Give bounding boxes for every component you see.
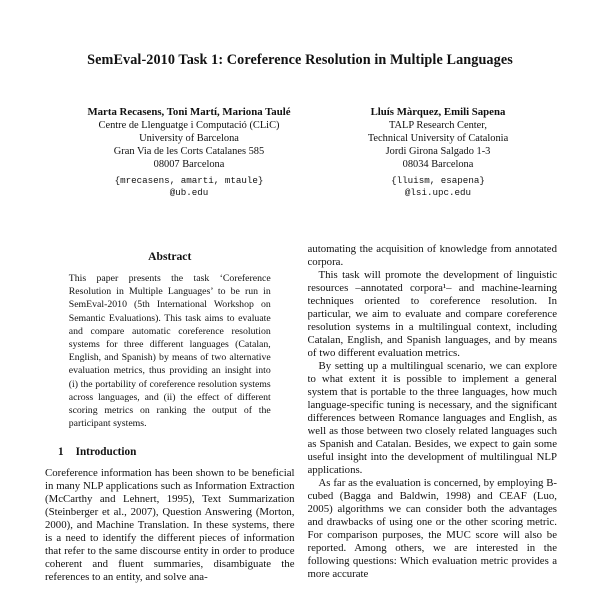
- affiliation-line: TALP Research Center,: [389, 120, 487, 131]
- body-paragraph: By setting up a multilingual scenario, we can explore to what extent it is possible to implement a general system that is portable to the three languages, how much language-specific tuning is necessary, and the significant differences between Romance languages and English, as well as those between two closely related languages such as Spanish and Catalan. Besides, we expect to gain some useful insight into the development of multilingual NLP applications.: [307, 360, 557, 476]
- email-block-left: [58, 175, 320, 199]
- affiliation-line: Jordi Girona Salgado 1-3: [385, 146, 491, 157]
- section-title: Introduction: [75, 446, 137, 459]
- author-block-right: [320, 106, 556, 199]
- abstract-heading: Abstract: [148, 250, 192, 263]
- body-paragraph: As far as the evaluation is concerned, by employing B-cubed (Bagga and Baldwin, 1998) and CEAF (Luo, 2005) algorithms we can consider both the advantages and drawbacks of using one or the other scoring metric. For comparison purposes, the MUC score will also be reported. Among others, we are interested in the following questions: Which evaluation metric provides a more accurate: [307, 477, 557, 580]
- email-line: @lsi.upc.edu: [404, 187, 472, 198]
- body-columns: [45, 238, 557, 600]
- section-number: 1: [58, 446, 64, 459]
- email-line: {lluism, esapena}: [391, 175, 485, 186]
- affiliation-line: Centre de Llenguatge i Computació (CLiC): [98, 120, 280, 131]
- author-blocks: [0, 106, 600, 216]
- affiliation-line: Technical University of Catalonia: [367, 133, 509, 144]
- right-column: [308, 238, 558, 600]
- email-line: {mrecasens, amarti, mtaule}: [114, 175, 264, 186]
- body-paragraph: automating the acquisition of knowledge from annotated corpora.: [307, 243, 557, 268]
- email-line: @ub.edu: [169, 187, 209, 198]
- affiliation-line: Gran Via de les Corts Catalanes 585: [113, 146, 265, 157]
- abstract-text: This paper presents the task ‘Coreference Resolution in Multiple Languages’ to be run in SemEval-2010 (5th International Workshop on Semantic Evaluations). This task aims to evaluate and compare automatic coreference resolution systems for three different languages (Catalan, English, and Spanish) by means of two alternative evaluation metrics, thus providing an insight into (i) the portability of coreference resolution systems across languages, and (ii) the effect of different scoring metrics on ranking the output of the participant systems.: [68, 273, 271, 430]
- body-paragraph: This task will promote the development of linguistic resources –annotated corpora¹– and machine-learning techniques oriented to coreference resolution. In particular, we aim to evaluate and compare coreference resolution systems in a multilingual context, including Catalan, English, and Spanish languages, and by means of two different evaluation metrics.: [307, 269, 557, 359]
- author-names-left: Marta Recasens, Toni Martí, Mariona Taulé: [87, 106, 291, 118]
- email-block-right: [320, 175, 556, 199]
- author-names-right: Lluís Màrquez, Emili Sapena: [370, 106, 506, 118]
- affiliation-line: 08007 Barcelona: [153, 159, 225, 170]
- paper-title: SemEval-2010 Task 1: Coreference Resolution in Multiple Languages: [87, 51, 513, 68]
- intro-paragraph: Coreference information has been shown to be beneficial in many NLP applications such as Information Extraction (McCarthy and Lehnert, 1995), Text Summarization (Steinberger et al., 2007), Question Answering (Morton, 2000), and Machine Translation. In these systems, there is a need to identify the different pieces of information that refer to the same discourse entity in order to produce coherent and fluent summaries, disambiguate the references to an entity, and solve ana-: [45, 467, 295, 584]
- affiliation-line: University of Barcelona: [139, 133, 239, 144]
- author-block-left: [58, 106, 320, 199]
- section-heading-introduction: [58, 446, 295, 458]
- left-column: [45, 238, 295, 600]
- affiliation-line: 08034 Barcelona: [402, 159, 474, 170]
